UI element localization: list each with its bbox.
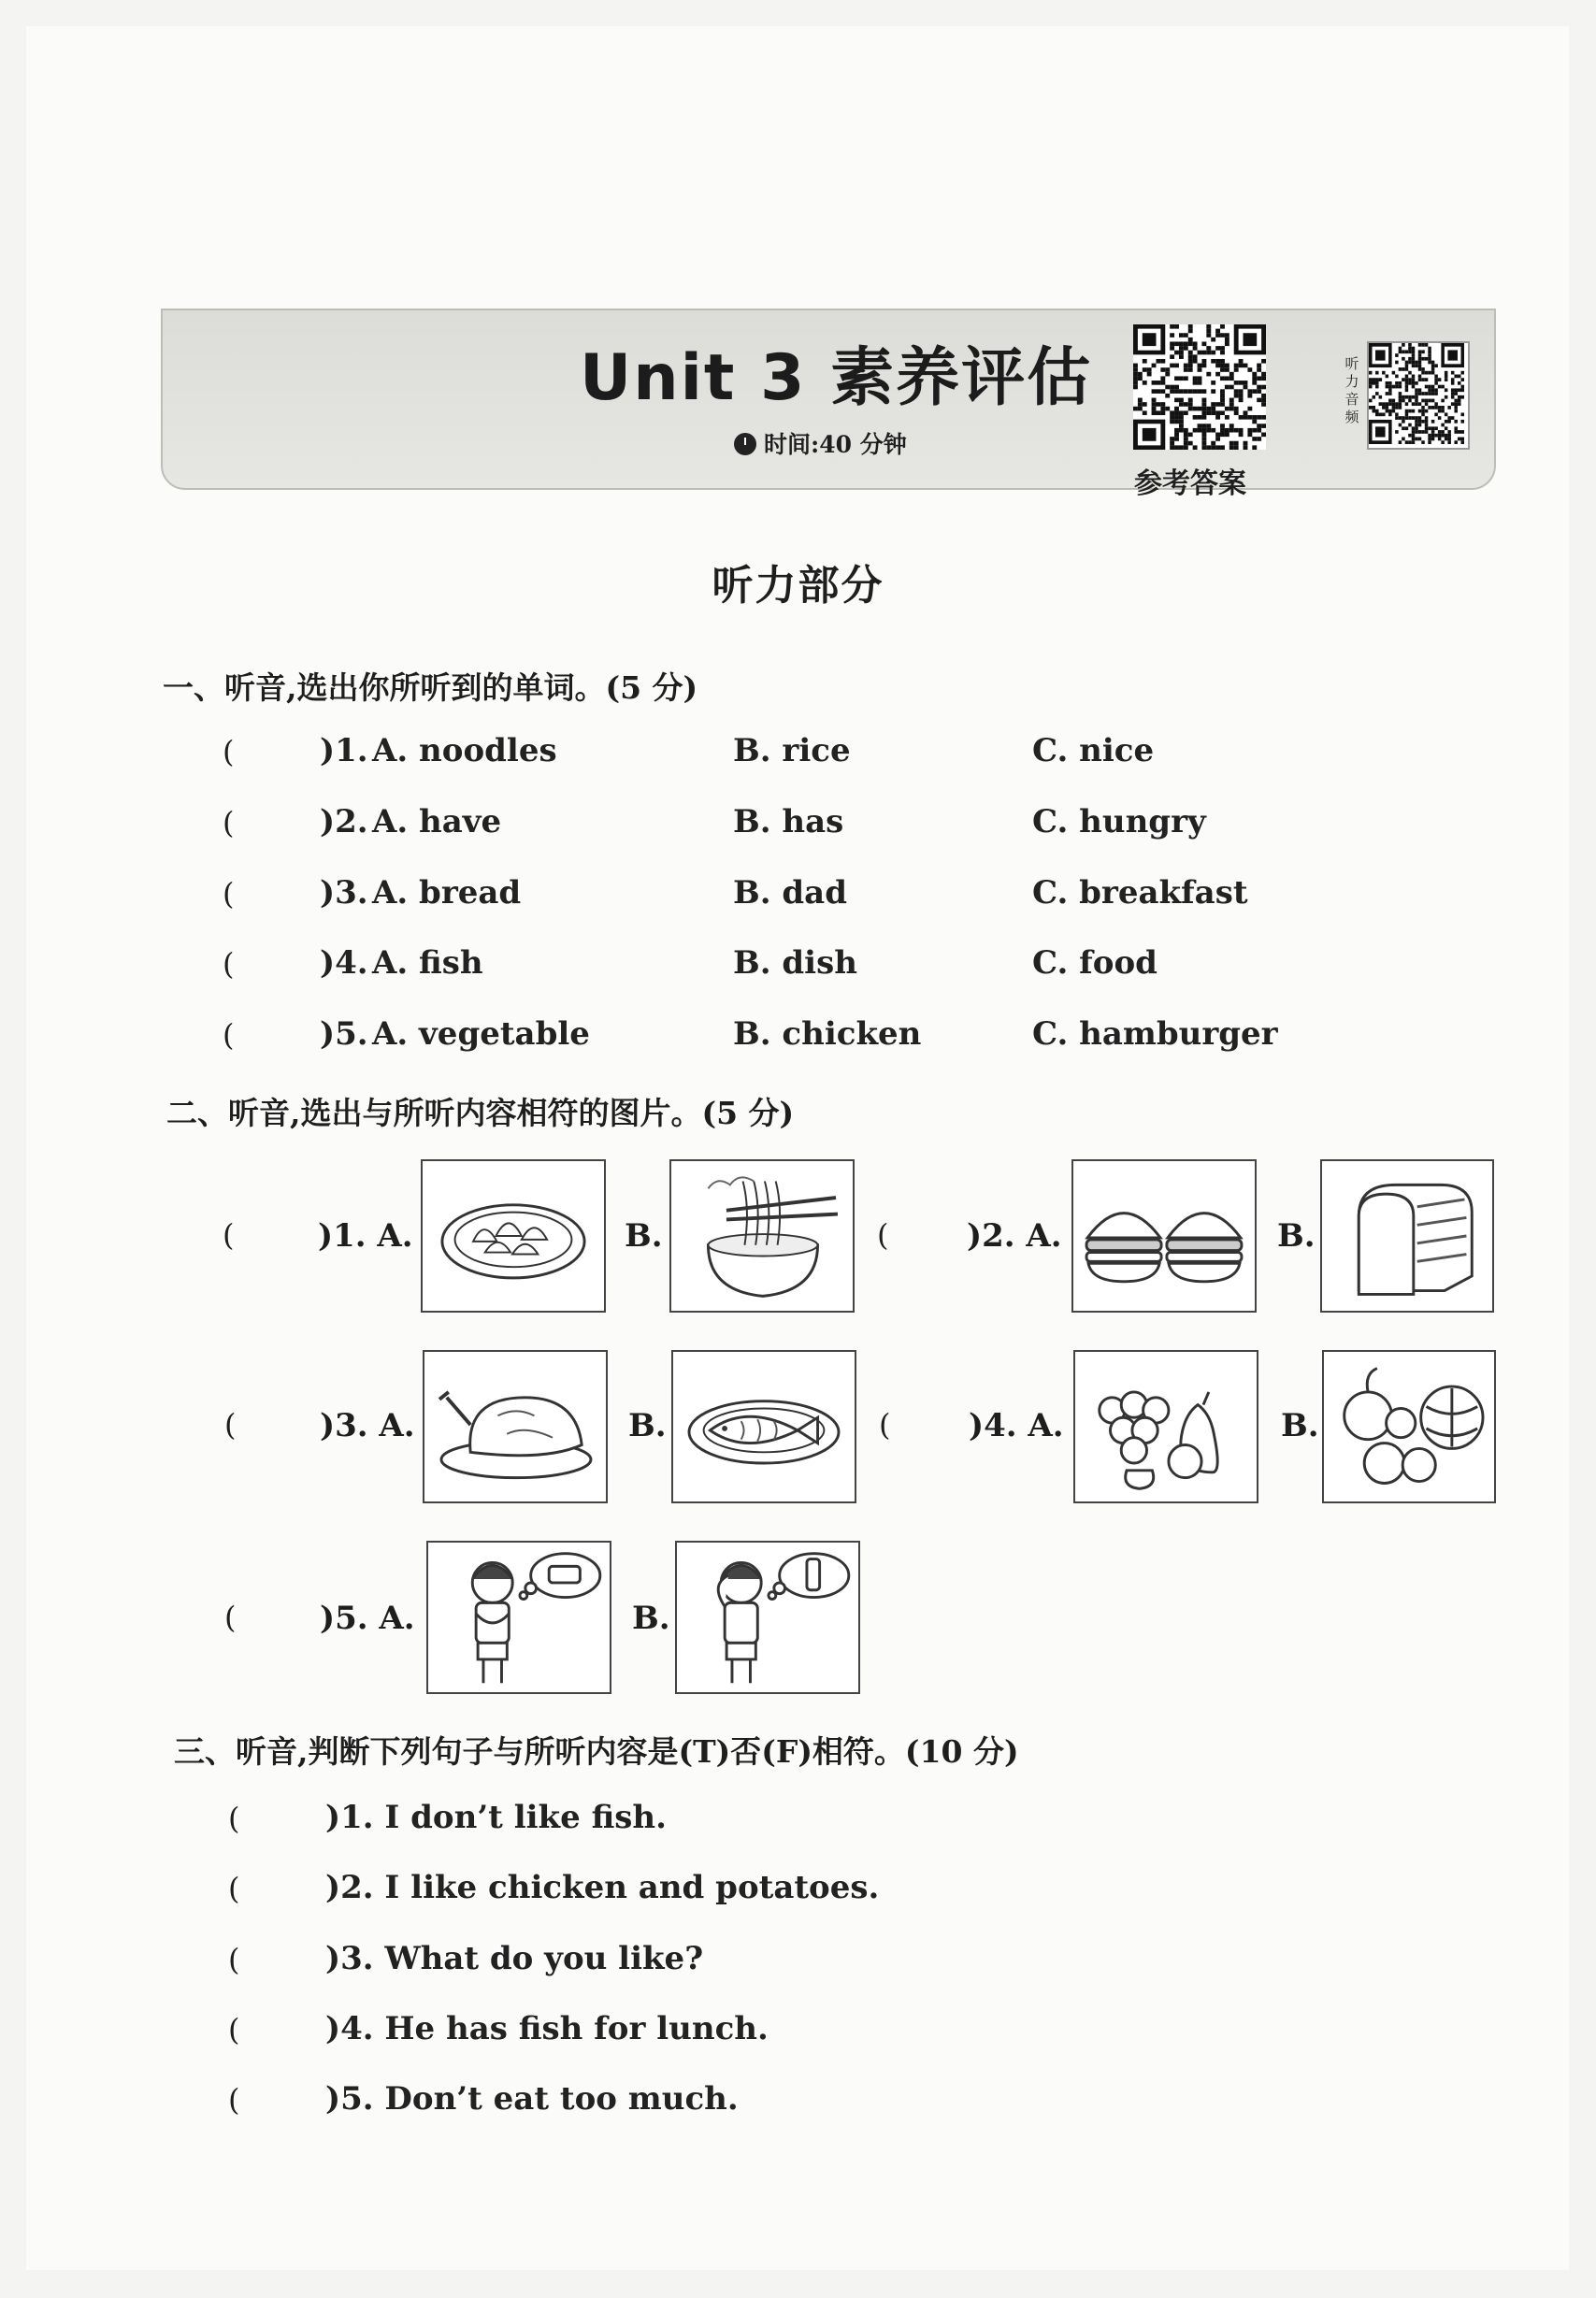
question-number: )4. A. bbox=[969, 1407, 1064, 1444]
option-a: A. vegetable bbox=[372, 1015, 590, 1053]
fruit-icon[interactable] bbox=[1073, 1350, 1258, 1503]
clock-icon bbox=[734, 433, 756, 455]
question-number: )2. A. bbox=[967, 1217, 1062, 1255]
statement-1: )1. I don’t like fish. bbox=[325, 1799, 667, 1836]
option-a: A. bread bbox=[372, 874, 522, 912]
option-b: B. dad bbox=[733, 874, 847, 912]
fish-dish-icon[interactable] bbox=[671, 1350, 856, 1503]
option-c: C. nice bbox=[1032, 732, 1155, 769]
answer-blank[interactable]: ( bbox=[228, 2082, 240, 2118]
answer-blank[interactable]: ( bbox=[224, 1600, 237, 1635]
bread-icon[interactable] bbox=[1320, 1159, 1494, 1313]
part1-heading: 一、听音,选出你所听到的单词。(5 分) bbox=[163, 669, 698, 706]
answer-blank[interactable]: ( bbox=[228, 1871, 240, 1906]
statement-2: )2. I like chicken and potatoes. bbox=[325, 1869, 880, 1906]
section-title: 听力部分 bbox=[712, 562, 884, 610]
answer-blank[interactable]: ( bbox=[877, 1217, 889, 1253]
statement-4: )4. He has fish for lunch. bbox=[325, 2010, 769, 2047]
option-a: A. fish bbox=[372, 944, 483, 982]
option-b: B. chicken bbox=[733, 1015, 922, 1053]
answer-blank[interactable]: ( bbox=[223, 1217, 235, 1253]
option-a: A. have bbox=[372, 803, 502, 840]
time-label: 时间:40 分钟 bbox=[764, 431, 907, 458]
question-number: )4. bbox=[320, 944, 368, 982]
question-number: )3. bbox=[320, 874, 368, 912]
unit-title: Unit 3 素养评估 bbox=[580, 341, 1093, 415]
roast-chicken-icon[interactable] bbox=[423, 1350, 608, 1503]
answer-blank[interactable]: ( bbox=[879, 1407, 891, 1443]
statement-5: )5. Don’t eat too much. bbox=[325, 2080, 739, 2118]
vegetables-icon[interactable] bbox=[1322, 1350, 1496, 1503]
question-number: )1. bbox=[320, 732, 368, 769]
option-b-label: B. bbox=[625, 1217, 663, 1255]
option-a: A. noodles bbox=[372, 732, 557, 769]
answer-blank[interactable]: ( bbox=[223, 876, 235, 912]
answer-caption: 参考答案 bbox=[1134, 467, 1246, 500]
answer-blank[interactable]: ( bbox=[228, 1801, 240, 1836]
question-number: )1. A. bbox=[318, 1217, 413, 1255]
audio-label: 听力音频 bbox=[1344, 355, 1359, 425]
audio-qr-code-icon[interactable] bbox=[1367, 341, 1470, 450]
option-b-label: B. bbox=[632, 1600, 670, 1637]
option-b: B. dish bbox=[733, 944, 857, 982]
dumplings-icon[interactable] bbox=[421, 1159, 606, 1313]
answer-qr-code-icon[interactable] bbox=[1133, 324, 1266, 450]
part3-heading: 三、听音,判断下列句子与所听内容是(T)否(F)相符。(10 分) bbox=[174, 1733, 1019, 1770]
option-b-label: B. bbox=[628, 1407, 667, 1444]
time-limit bbox=[734, 426, 907, 460]
option-b: B. has bbox=[733, 803, 844, 840]
question-number: )2. bbox=[320, 803, 368, 840]
option-b: B. rice bbox=[733, 732, 851, 769]
hungry-boy-icon[interactable] bbox=[426, 1541, 611, 1694]
statement-3: )3. What do you like? bbox=[325, 1940, 704, 1977]
option-c: C. hamburger bbox=[1032, 1015, 1278, 1053]
answer-blank[interactable]: ( bbox=[228, 2012, 240, 2047]
option-c: C. breakfast bbox=[1032, 874, 1248, 912]
thirsty-boy-icon[interactable] bbox=[675, 1541, 860, 1694]
answer-blank[interactable]: ( bbox=[228, 1942, 240, 1977]
answer-blank[interactable]: ( bbox=[223, 734, 235, 769]
question-number: )5. bbox=[320, 1015, 368, 1053]
noodles-icon[interactable] bbox=[669, 1159, 855, 1313]
answer-blank[interactable]: ( bbox=[223, 805, 235, 840]
option-b-label: B. bbox=[1277, 1217, 1316, 1255]
question-number: )3. A. bbox=[320, 1407, 415, 1444]
part2-heading: 二、听音,选出与所听内容相符的图片。(5 分) bbox=[166, 1095, 795, 1131]
hamburgers-icon[interactable] bbox=[1071, 1159, 1257, 1313]
answer-blank[interactable]: ( bbox=[224, 1407, 237, 1443]
answer-blank[interactable]: ( bbox=[223, 1017, 235, 1053]
option-c: C. hungry bbox=[1032, 803, 1206, 840]
option-b-label: B. bbox=[1281, 1407, 1319, 1444]
option-c: C. food bbox=[1032, 944, 1157, 982]
answer-blank[interactable]: ( bbox=[223, 946, 235, 982]
question-number: )5. A. bbox=[320, 1600, 415, 1637]
